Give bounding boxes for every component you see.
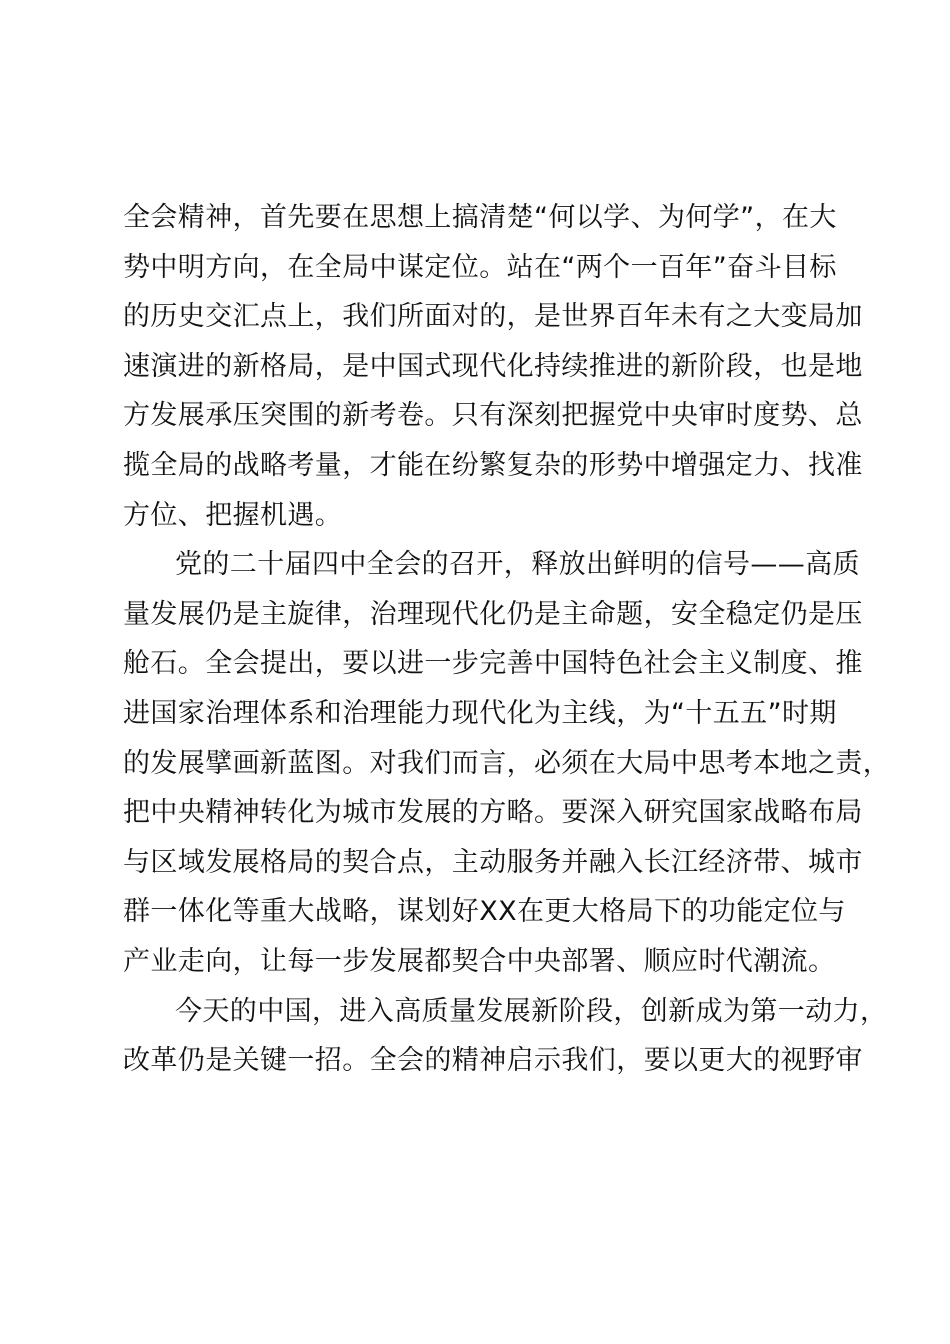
text-line: 方发展承压突围的新考卷。只有深刻把握党中央审时度势、总 <box>123 400 863 432</box>
text-line: 的历史交汇点上，我们所面对的，是世界百年未有之大变局加 <box>123 301 863 333</box>
text-line: 群一体化等重大战略，谋划好XX在更大格局下的功能定位与 <box>123 896 846 928</box>
paragraph-first-line: 今天的中国，进入高质量发展新阶段，创新成为第一动力， <box>175 995 888 1027</box>
text-line: 产业走向，让每一步发展都契合中央部署、顺应时代潮流。 <box>123 945 836 977</box>
text-line: 全会精神，首先要在思想上搞清楚“何以学、为何学”，在大 <box>123 202 837 233</box>
text-line: 速演进的新格局，是中国式现代化持续推进的新阶段，也是地 <box>123 350 863 382</box>
text-line: 的发展擘画新蓝图。对我们而言，必须在大局中思考本地之责， <box>123 747 891 779</box>
paragraph-first-line: 党的二十届四中全会的召开，释放出鲜明的信号——高质 <box>175 549 860 581</box>
text-line: 舱石。全会提出，要以进一步完善中国特色社会主义制度、推 <box>123 648 863 680</box>
text-line: 与区域发展格局的契合点，主动服务并融入长江经济带、城市 <box>123 846 863 878</box>
text-line: 量发展仍是主旋律，治理现代化仍是主命题，安全稳定仍是压 <box>123 598 863 630</box>
text-line: 进国家治理体系和治理能力现代化为主线，为“十五五”时期 <box>123 697 837 729</box>
text-line: 改革仍是关键一招。全会的精神启示我们，要以更大的视野审 <box>123 1045 863 1077</box>
text-line: 方位、把握机遇。 <box>123 499 343 531</box>
text-line: 揽全局的战略考量，才能在纷繁复杂的形势中增强定力、找准 <box>123 449 863 481</box>
text-line: 把中央精神转化为城市发展的方略。要深入研究国家战略布局 <box>123 797 863 829</box>
document-body <box>123 193 891 1086</box>
text-line: 势中明方向，在全局中谋定位。站在“两个一百年”奋斗目标 <box>123 251 837 283</box>
